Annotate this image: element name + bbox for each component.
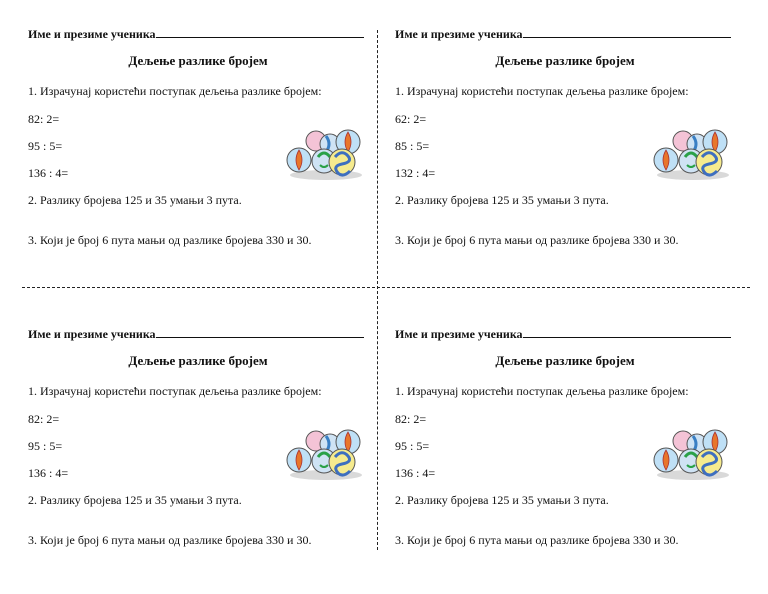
problem-3: 136 : 4= [28, 466, 69, 480]
task-3-text: 3. Који је број 6 пута мањи од разлике бројева 330 и 30. [28, 233, 312, 247]
name-label: Име и презиме ученика [28, 327, 156, 341]
marbles-icon [286, 427, 364, 481]
name-label: Име и презиме ученика [395, 27, 523, 41]
task-2-text: 2. Разлику бројева 125 и 35 умањи 3 пута. [395, 493, 609, 507]
task-3-text: 3. Који је број 6 пута мањи од разлике бројева 330 и 30. [28, 533, 312, 547]
name-blank-line [156, 327, 364, 338]
marbles-icon [653, 427, 731, 481]
problem-1: 82: 2= [28, 112, 60, 126]
name-blank-line [156, 27, 364, 38]
marbles-icon [286, 127, 364, 181]
task-1-instruction: 1. Израчунај користећи поступак дељења разлике бројем: [28, 84, 322, 98]
student-name-field [28, 327, 364, 342]
name-label: Име и презиме ученика [28, 27, 156, 41]
problem-2: 95 : 5= [28, 139, 63, 153]
name-blank-line [523, 27, 731, 38]
task-1-instruction: 1. Израчунај користећи поступак дељења разлике бројем: [395, 384, 689, 398]
worksheet-card-1 [28, 27, 368, 277]
problem-2: 95 : 5= [28, 439, 63, 453]
task-3-text: 3. Који је број 6 пута мањи од разлике бројева 330 и 30. [395, 533, 679, 547]
worksheet-card-4 [395, 327, 735, 577]
worksheet-title: Дељење разлике бројем [128, 353, 268, 368]
worksheet-title: Дељење разлике бројем [495, 53, 635, 68]
name-blank-line [523, 327, 731, 338]
problem-1: 82: 2= [28, 412, 60, 426]
worksheet-title: Дељење разлике бројем [128, 53, 268, 68]
problem-2: 85 : 5= [395, 139, 430, 153]
problem-1: 82: 2= [395, 412, 427, 426]
marbles-icon [653, 127, 731, 181]
worksheet-title: Дељење разлике бројем [495, 353, 635, 368]
problem-3: 136 : 4= [395, 466, 436, 480]
student-name-field [395, 327, 731, 342]
problem-1: 62: 2= [395, 112, 427, 126]
worksheet-card-3 [28, 327, 368, 577]
name-label: Име и презиме ученика [395, 327, 523, 341]
student-name-field [28, 27, 364, 42]
task-1-instruction: 1. Израчунај користећи поступак дељења разлике бројем: [28, 384, 322, 398]
problem-2: 95 : 5= [395, 439, 430, 453]
horizontal-cut-line [22, 287, 750, 288]
problem-3: 136 : 4= [28, 166, 69, 180]
task-2-text: 2. Разлику бројева 125 и 35 умањи 3 пута. [28, 193, 242, 207]
problem-3: 132 : 4= [395, 166, 436, 180]
task-2-text: 2. Разлику бројева 125 и 35 умањи 3 пута. [395, 193, 609, 207]
task-3-text: 3. Који је број 6 пута мањи од разлике бројева 330 и 30. [395, 233, 679, 247]
vertical-cut-line [377, 30, 378, 550]
worksheet-card-2 [395, 27, 735, 277]
task-1-instruction: 1. Израчунај користећи поступак дељења разлике бројем: [395, 84, 689, 98]
task-2-text: 2. Разлику бројева 125 и 35 умањи 3 пута. [28, 493, 242, 507]
student-name-field [395, 27, 731, 42]
